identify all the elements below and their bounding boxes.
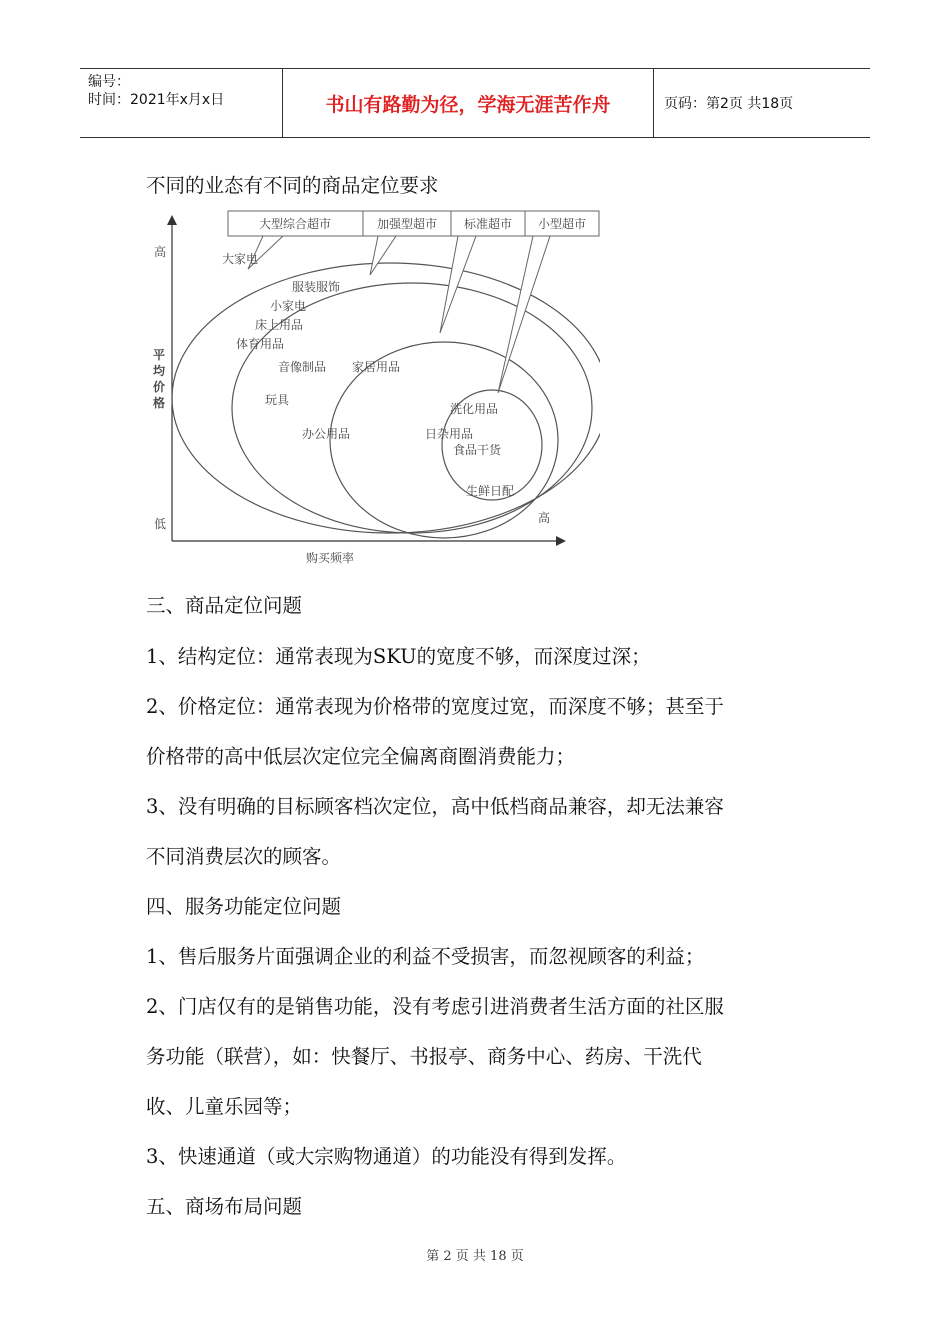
label-toiletries: 洗化用品	[450, 402, 499, 416]
y-axis-label: 平均价格	[152, 348, 166, 410]
y-axis-arrow	[167, 215, 177, 225]
label-small-appliance: 小家电	[270, 299, 307, 313]
paragraph-store-2: 务功能（联营），如：快餐厅、书报亭、商务中心、药房、干洗代	[146, 1045, 702, 1068]
page-header	[80, 68, 870, 138]
label-bedding: 床上用品	[255, 318, 304, 332]
paragraph-store-3: 收、儿童乐园等；	[146, 1095, 303, 1118]
callout-pointer-3	[440, 236, 476, 333]
callout-enhanced-supermarket: 加强型超市	[376, 217, 438, 231]
section-heading-3: 三、商品定位问题	[146, 594, 303, 617]
paragraph-structure: 1、结构定位：通常表现为SKU的宽度不够，而深度过深；	[146, 645, 651, 668]
page-footer: 第 2 页 共 18 页	[426, 1249, 524, 1264]
label-home: 家居用品	[352, 360, 401, 374]
paragraph-express-lane: 3、快速通道（或大宗购物通道）的功能没有得到发挥。	[146, 1145, 627, 1168]
x-axis-label: 购买频率	[305, 551, 355, 565]
y-low-label: 低	[153, 517, 167, 531]
label-big-appliance: 大家电	[222, 252, 259, 266]
format-positioning-diagram	[140, 203, 600, 578]
paragraph-price-2: 价格带的高中低层次定位完全偏离商圈消费能力；	[146, 745, 576, 768]
section-heading-5: 五、商场布局问题	[146, 1195, 303, 1218]
x-high-label: 高	[537, 511, 551, 525]
label-fresh: 生鲜日配	[466, 484, 515, 498]
y-high-label: 高	[153, 245, 167, 259]
label-sports: 体育用品	[236, 337, 285, 351]
callout-standard-supermarket: 标准超市	[463, 217, 513, 231]
label-toys: 玩具	[265, 393, 290, 407]
section-heading-4: 四、服务功能定位问题	[146, 895, 342, 918]
header-motto: 书山有路勤为径，学海无涯苦作舟	[282, 69, 654, 137]
x-axis-arrow	[556, 536, 566, 546]
number-label: 编号：	[88, 74, 130, 90]
header-page-info: 页码：第2页 共18页	[664, 96, 794, 112]
paragraph-target-2: 不同消费层次的顾客。	[146, 845, 342, 868]
time-label: 时间：2021年x月x日	[88, 92, 225, 108]
paragraph-price-1: 2、价格定位：通常表现为价格带的宽度过宽，而深度不够；甚至于	[146, 695, 724, 718]
callout-small-supermarket: 小型超市	[537, 217, 587, 231]
intro-text: 不同的业态有不同的商品定位要求	[146, 174, 439, 197]
label-sundries: 日杂用品	[425, 427, 474, 441]
paragraph-target-1: 3、没有明确的目标顾客档次定位，高中低档商品兼容，却无法兼容	[146, 795, 724, 818]
paragraph-store-1: 2、门店仅有的是销售功能，没有考虑引进消费者生活方面的社区服	[146, 995, 724, 1018]
label-audio-video: 音像制品	[278, 360, 327, 374]
header-meta	[80, 69, 282, 137]
label-apparel: 服装服饰	[292, 280, 341, 294]
callout-hypermarket: 大型综合超市	[258, 217, 332, 231]
label-dry-food: 食品干货	[453, 443, 502, 457]
callout-pointer-2	[370, 236, 396, 275]
label-office: 办公用品	[302, 427, 351, 441]
paragraph-after-sales: 1、售后服务片面强调企业的利益不受损害，而忽视顾客的利益；	[146, 945, 705, 968]
ellipse-hypermarket	[172, 263, 600, 533]
